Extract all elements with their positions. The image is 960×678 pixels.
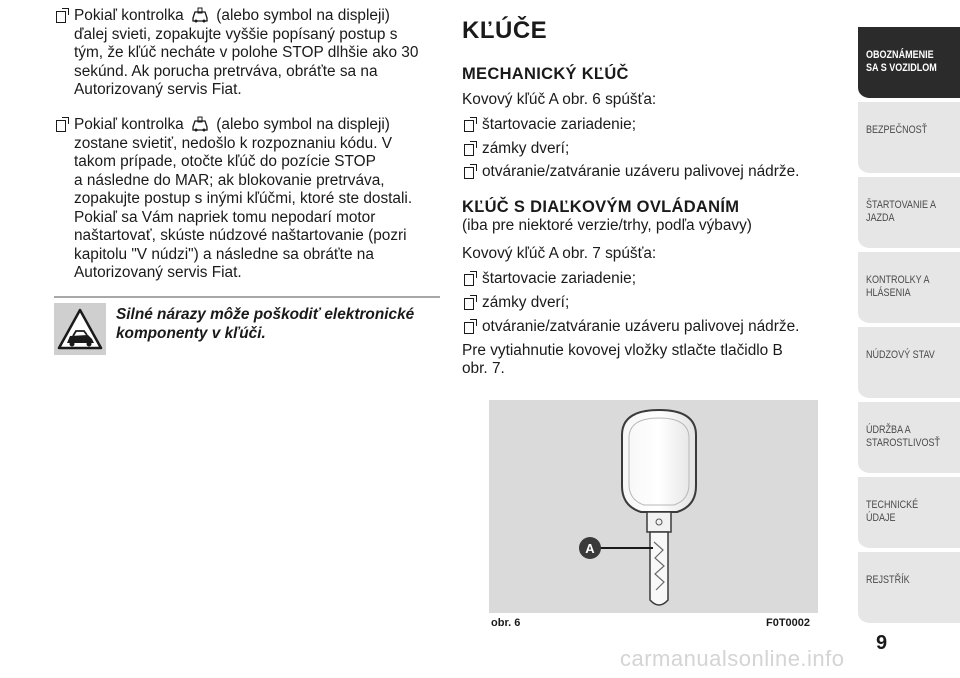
- para2-line-6: naštartovať, skúste núdzové naštartovanie (pozri: [74, 227, 407, 244]
- bullet-icon: [464, 167, 474, 179]
- tab-label: TECHNICKÉ ÚDAJE: [866, 499, 919, 524]
- tab-warning-lights[interactable]: [858, 252, 960, 325]
- para2-line-2: takom prípade, otočte kľúč do pozície STOP: [74, 153, 376, 170]
- sec2-intro: Kovový kľúč A obr. 7 spúšťa:: [462, 245, 657, 262]
- tab-maintenance[interactable]: [858, 402, 960, 475]
- warning-symbol: [54, 303, 106, 355]
- para2-before-icon: Pokiaľ kontrolka: [74, 116, 184, 133]
- para1-line-4: Autorizovaný servis Fiat.: [74, 81, 242, 98]
- para2-line-7: kapitolu "V núdzi") a následne sa obráťte na: [74, 245, 374, 263]
- sec2-subheading: (iba pre niektoré verzie/trhy, podľa výbavy): [462, 217, 752, 234]
- tab-index[interactable]: [858, 552, 960, 625]
- sec1-item-1-text: štartovacie zariadenie;: [482, 116, 636, 133]
- sec2-item-1: [482, 270, 636, 289]
- mechanical-key-illustration: [489, 400, 818, 613]
- sec1-item-2: [482, 140, 569, 159]
- tab-label: ÚDRŽBA A STAROSTLIVOSŤ: [866, 424, 941, 449]
- para1-line-1: ďalej svieti, zopakujte vyššie popísaný postup s: [74, 25, 398, 43]
- sec2-item-1-text: štartovacie zariadenie;: [482, 270, 636, 287]
- warning-triangle-icon: [54, 303, 106, 355]
- bullet-icon: [56, 11, 66, 23]
- section-title: KĽÚČE: [462, 17, 548, 44]
- sec2-outro-line-2: obr. 7.: [462, 360, 505, 377]
- paragraph-2: [74, 116, 454, 283]
- para1-before-icon: Pokiaľ kontrolka: [74, 7, 184, 24]
- sec2-item-3-text: otváranie/zatváranie uzáveru palivovej nádrže.: [482, 318, 800, 335]
- figure-caption: obr. 6: [491, 617, 521, 629]
- para2-line-1: zostane svietiť, nedošlo k rozpoznaniu kódu. V: [74, 134, 393, 152]
- sec1-item-3: [482, 163, 799, 182]
- warning-text: [116, 306, 436, 343]
- sec2-item-2: [482, 294, 569, 313]
- para2-line-4: zopakujte postup s inými kľúčmi, ktoré ste dostali.: [74, 190, 413, 207]
- tab-label: REJSTŘÍK: [866, 574, 910, 586]
- tab-label: NÚDZOVÝ STAV: [866, 349, 935, 361]
- tab-label: OBOZNÁMENIE SA S VOZIDLOM: [866, 49, 937, 74]
- page-number: 9: [876, 632, 888, 654]
- paragraph-1: [74, 7, 454, 100]
- para1-after-icon: (alebo symbol na displeji): [216, 7, 390, 24]
- tab-label: ŠTARTOVANIE A JAZDA: [866, 199, 937, 224]
- immobilizer-car-icon: [190, 7, 210, 23]
- sec2-item-3: [482, 318, 799, 337]
- sec1-item-2-text: zámky dverí;: [482, 140, 570, 157]
- heading-remote-key: KĽÚČ S DIAĽKOVÝM OVLÁDANÍM: [462, 198, 740, 216]
- para2-line-5: Pokiaľ sa Vám napriek tomu nepodarí motor: [74, 208, 376, 226]
- tab-technical-data[interactable]: [858, 477, 960, 550]
- sec1-intro: Kovový kľúč A obr. 6 spúšťa:: [462, 91, 657, 108]
- para2-line-3: a následne do MAR; ak blokovanie pretrváva,: [74, 171, 385, 189]
- tab-label: BEZPEČNOSŤ: [866, 124, 928, 136]
- chapter-tabs: [858, 0, 960, 678]
- tab-label: KONTROLKY A HLÁSENIA: [866, 274, 930, 299]
- para1-line-2: tým, že kľúč necháte v polohe STOP dlhšie ako 30: [74, 44, 419, 61]
- para2-line-8: Autorizovaný servis Fiat.: [74, 264, 242, 281]
- tab-starting-driving[interactable]: [858, 177, 960, 250]
- watermark: carmanualsonline.info: [620, 646, 845, 671]
- bullet-icon: [464, 322, 474, 334]
- callout-a: A: [585, 541, 595, 556]
- tab-emergency[interactable]: [858, 327, 960, 400]
- sec1-item-3-text: otváranie/zatváranie uzáveru palivovej nádrže.: [482, 163, 800, 180]
- sec2-item-2-text: zámky dverí;: [482, 294, 570, 311]
- warning-line-1: Silné nárazy môže poškodiť elektronické: [116, 306, 415, 323]
- para1-line-3: sekúnd. Ak porucha pretrváva, obráťte sa na: [74, 62, 378, 80]
- bullet-icon: [56, 120, 66, 132]
- tab-vehicle-intro[interactable]: [858, 27, 960, 100]
- warning-divider: [54, 296, 440, 298]
- warning-line-2: komponenty v kľúči.: [116, 324, 266, 342]
- bullet-icon: [464, 298, 474, 310]
- bullet-icon: [464, 144, 474, 156]
- sec1-item-1: [482, 116, 636, 135]
- bullet-icon: [464, 120, 474, 132]
- figure-code: F0T0002: [766, 617, 811, 629]
- key-figure: [489, 400, 818, 613]
- sec2-outro-line-1: Pre vytiahnutie kovovej vložky stlačte tlačidlo B: [462, 342, 783, 359]
- immobilizer-car-icon: [190, 116, 210, 132]
- heading-mechanical-key: MECHANICKÝ KĽÚČ: [462, 65, 629, 83]
- tab-safety[interactable]: [858, 102, 960, 175]
- para2-after-icon: (alebo symbol na displeji): [216, 116, 390, 133]
- bullet-icon: [464, 274, 474, 286]
